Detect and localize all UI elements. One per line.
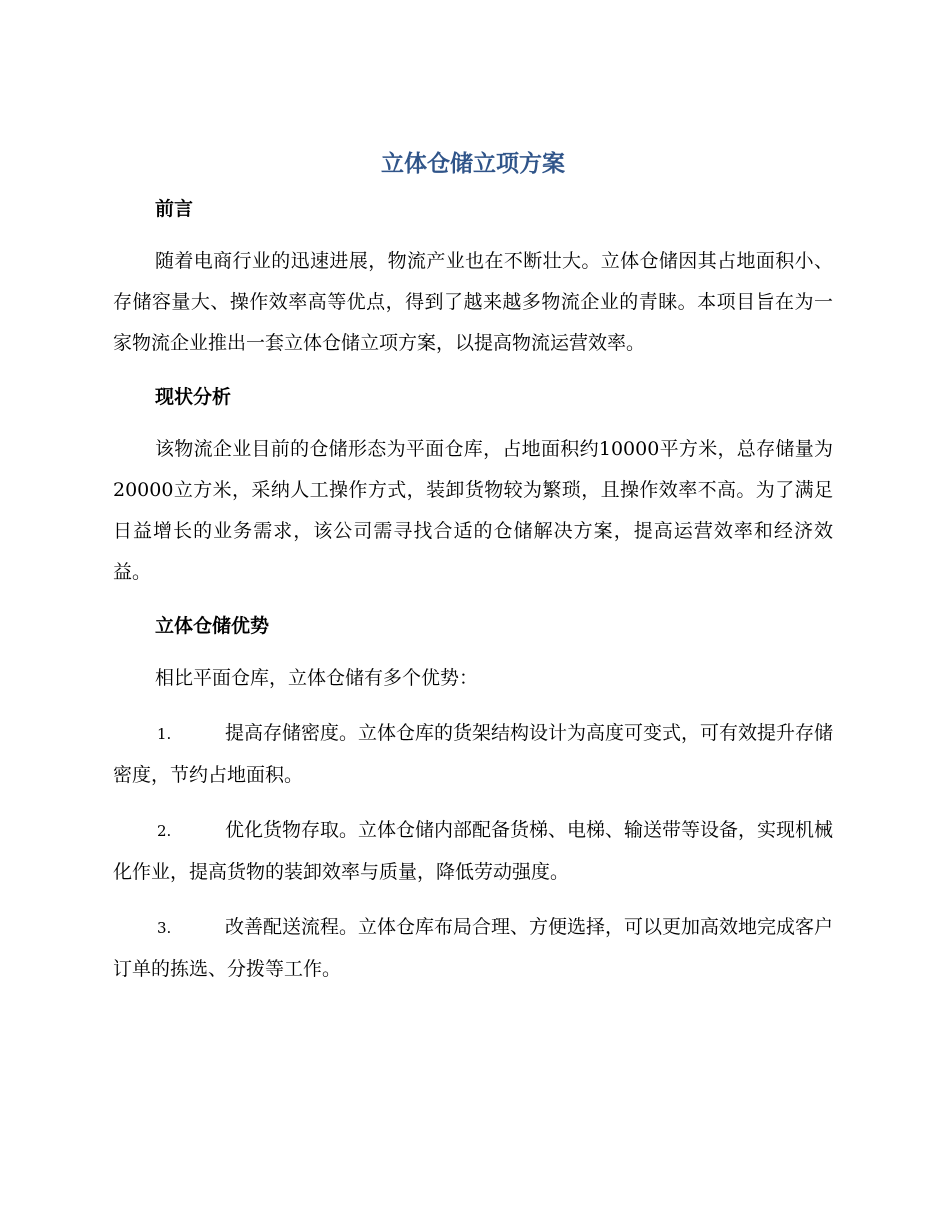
section-paragraph: 随着电商行业的迅速进展，物流产业也在不断壮大。立体仓储因其占地面积小、存储容量大、操作效率高等优点，得到了越来越多物流企业的青睐。本项目旨在为一家物流企业推出一套立体仓储立项方案，以提高物流运营效率。 — [113, 250, 833, 354]
section-heading-advantages: 立体仓储优势 — [155, 615, 270, 637]
document-title: 立体仓储立项方案 — [381, 151, 565, 177]
section-paragraph: 该物流企业目前的仓储形态为平面仓库，占地面积约10000平方米，总存储量为20000立方米，采纳人工操作方式，装卸货物较为繁琐，且操作效率不高。为了满足日益增长的业务需求，该公司需寻找合适的仓储解决方案，提高运营效率和经济效益。 — [113, 438, 833, 583]
section-paragraph: 相比平面仓库，立体仓储有多个优势： — [155, 667, 479, 689]
list-item-number: 1. — [157, 725, 172, 743]
list-item — [113, 907, 833, 990]
list-item-text: 改善配送流程。立体仓库布局合理、方便选择，可以更加高效地完成客户订单的拣选、分拨等工作。 — [113, 916, 834, 980]
list-item-number: 3. — [157, 919, 172, 937]
section-heading-preface: 前言 — [155, 198, 194, 220]
section-heading-status-analysis: 现状分析 — [155, 386, 232, 408]
list-item — [113, 810, 833, 893]
list-item-number: 2. — [157, 822, 172, 840]
list-item-text: 优化货物存取。立体仓储内部配备货梯、电梯、输送带等设备，实现机械化作业，提高货物的装卸效率与质量，降低劳动强度。 — [113, 819, 834, 883]
document-body — [113, 140, 833, 990]
list-item — [113, 713, 833, 796]
list-item-text: 提高存储密度。立体仓库的货架结构设计为高度可变式，可有效提升存储密度，节约占地面积。 — [113, 722, 834, 786]
